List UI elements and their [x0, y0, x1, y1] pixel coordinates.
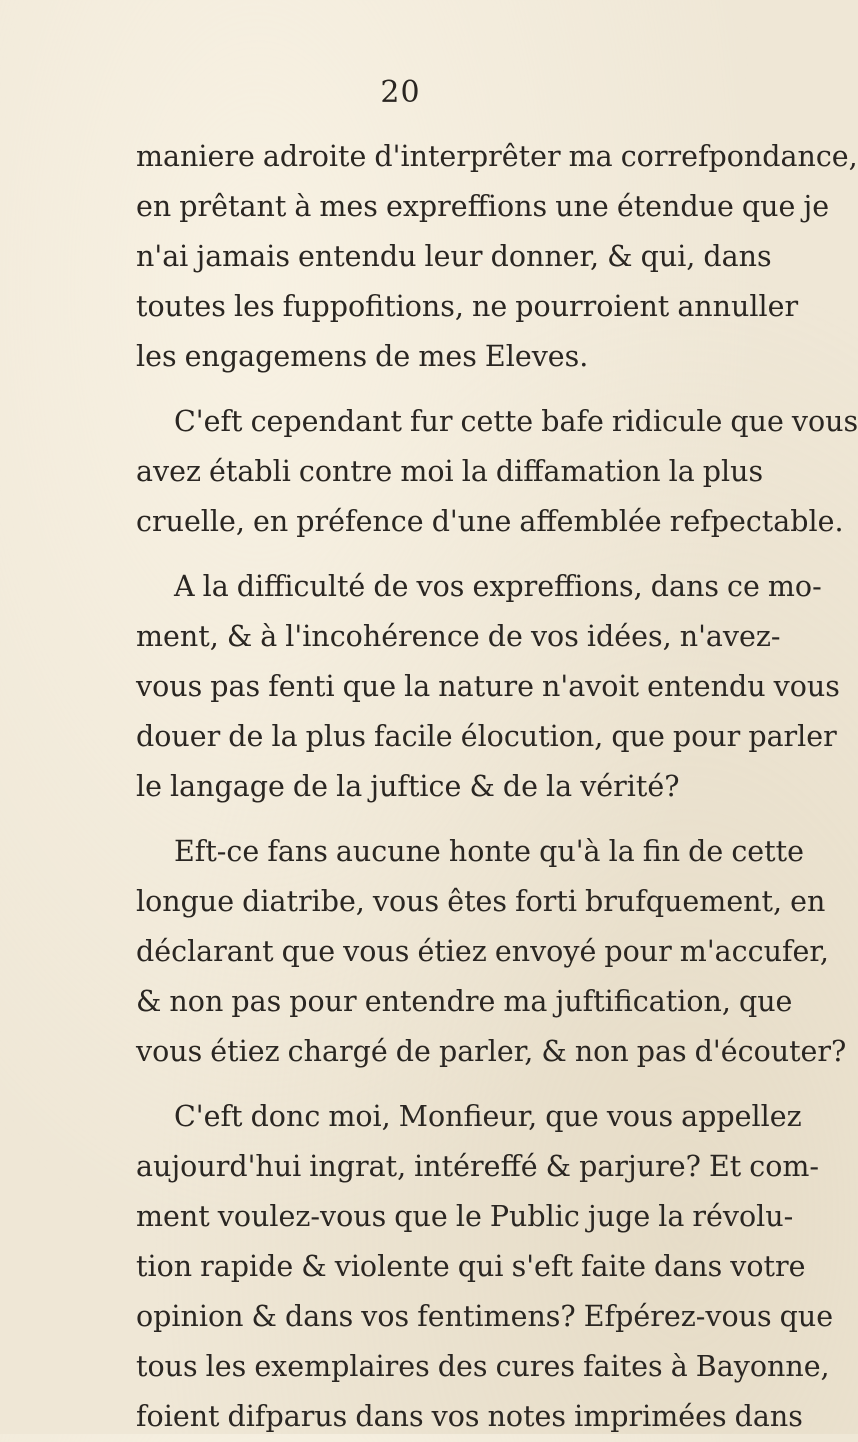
text-line: Eft-ce fans aucune honte qu'à la fin de cette [174, 835, 804, 868]
text-line: cruelle, en préfence d'une affemblée refpectable. [136, 505, 844, 538]
text-line: ment voulez-vous que le Public juge la révolu- [136, 1200, 794, 1233]
text-line: maniere adroite d'interprêter ma correfpondance, [136, 140, 858, 173]
text-line: & non pas pour entendre ma juftification, que [136, 985, 793, 1018]
text-line: C'eft cependant fur cette bafe ridicule que vous [174, 405, 858, 438]
text-line: C'eft donc moi, Monfieur, que vous appellez [174, 1100, 802, 1133]
paragraph-3 [136, 562, 840, 812]
text-line: foient difparus dans vos notes imprimées dans [136, 1400, 803, 1433]
text-line: le langage de la juftice & de la vérité? [136, 770, 680, 803]
text-line: n'ai jamais entendu leur donner, & qui, dans [136, 240, 772, 273]
text-line: tous les exemplaires des cures faites à Bayonne, [136, 1350, 830, 1383]
text-line: vous étiez chargé de parler, & non pas d'écouter? [136, 1035, 847, 1068]
text-line: douer de la plus facile élocution, que pour parler [136, 720, 837, 753]
paragraph-2 [136, 397, 858, 547]
text-line: aujourd'hui ingrat, intéreffé & parjure? Et com- [136, 1150, 820, 1183]
text-line: tion rapide & violente qui s'eft faite dans votre [136, 1250, 806, 1283]
text-line: longue diatribe, vous êtes forti brufquement, en [136, 885, 826, 918]
text-line: opinion & dans vos fentimens? Efpérez-vous que [136, 1300, 834, 1333]
text-line: avez établi contre moi la diffamation la plus [136, 455, 764, 488]
paragraph-5 [136, 1092, 834, 1442]
body-text [136, 132, 858, 1442]
text-line: A la difficulté de vos expreffions, dans ce mo- [174, 570, 822, 603]
paragraph-1 [136, 132, 858, 382]
text-line: vous pas fenti que la nature n'avoit entendu vous [136, 670, 840, 703]
page-number: 20 [380, 75, 421, 110]
text-line: toutes les fuppofitions, ne pourroient annuller [136, 290, 799, 323]
text-line: ment, & à l'incohérence de vos idées, n'avez- [136, 620, 781, 653]
paragraph-4 [136, 827, 847, 1077]
text-line: les engagemens de mes Eleves. [136, 340, 589, 373]
text-line: en prêtant à mes expreffions une étendue que je [136, 190, 830, 223]
text-line: déclarant que vous étiez envoyé pour m'accufer, [136, 935, 829, 968]
